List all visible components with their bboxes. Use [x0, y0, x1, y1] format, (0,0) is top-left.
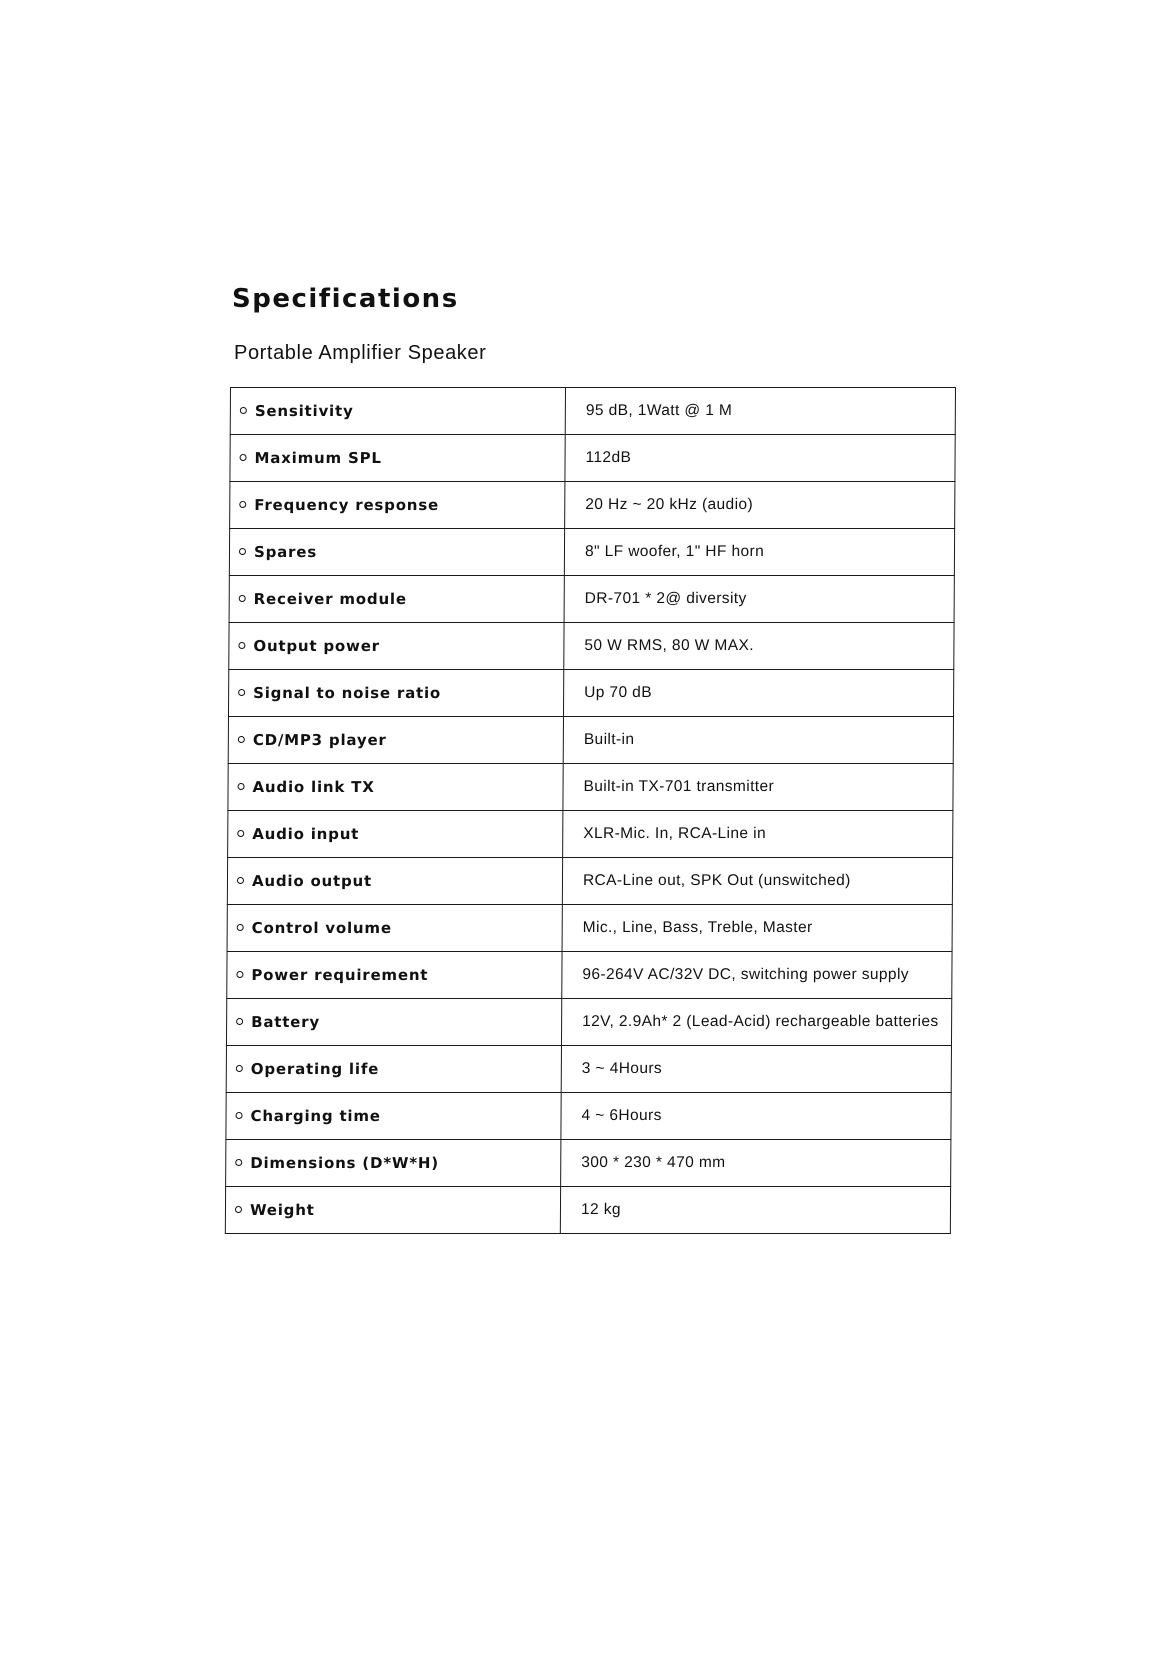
table-row	[225, 1187, 950, 1234]
spec-label-cell	[226, 1093, 561, 1140]
spec-label: Frequency response	[254, 496, 440, 514]
table-row	[228, 764, 953, 811]
spec-value: 96-264V AC/32V DC, switching power supply	[562, 952, 952, 999]
spec-label-cell	[229, 529, 564, 576]
spec-value: 20 Hz ~ 20 kHz (audio)	[565, 482, 955, 529]
spec-label-cell	[228, 717, 563, 764]
bullet-circle-icon	[238, 736, 245, 743]
spec-label-cell	[227, 858, 562, 905]
table-row	[229, 576, 954, 623]
table-row	[228, 670, 953, 717]
spec-value: 95 dB, 1Watt @ 1 M	[565, 388, 955, 435]
spec-label: Power requirement	[251, 966, 429, 984]
bullet-circle-icon	[238, 783, 245, 790]
table-row	[227, 858, 952, 905]
table-row	[228, 717, 953, 764]
spec-value: RCA-Line out, SPK Out (unswitched)	[562, 858, 952, 905]
bullet-circle-icon	[236, 1018, 243, 1025]
spec-label-cell	[226, 1140, 561, 1187]
spec-label-cell	[227, 952, 562, 999]
bullet-circle-icon	[237, 924, 244, 931]
bullet-circle-icon	[235, 1206, 242, 1213]
spec-value: Up 70 dB	[563, 670, 953, 717]
spec-label: CD/MP3 player	[252, 731, 387, 749]
spec-value: 300 * 230 * 470 mm	[561, 1140, 951, 1187]
spec-label: Dimensions (D*W*H)	[250, 1154, 439, 1172]
table-row	[230, 435, 955, 482]
spec-label-cell	[226, 999, 561, 1046]
bullet-circle-icon	[235, 1159, 242, 1166]
spec-label: Audio link TX	[252, 778, 375, 796]
spec-value: 112dB	[565, 435, 955, 482]
specifications-table	[225, 387, 956, 1234]
spec-label: Weight	[249, 1201, 315, 1219]
bullet-circle-icon	[240, 407, 247, 414]
table-row	[228, 811, 953, 858]
spec-label-cell	[230, 435, 565, 482]
table-row	[229, 529, 954, 576]
spec-label: Output power	[253, 637, 380, 655]
spec-label: Spares	[253, 543, 318, 561]
spec-label: Charging time	[250, 1107, 381, 1125]
bullet-circle-icon	[236, 971, 243, 978]
bullet-circle-icon	[238, 642, 245, 649]
spec-value: Mic., Line, Bass, Treble, Master	[562, 905, 952, 952]
bullet-circle-icon	[239, 548, 246, 555]
spec-label-cell	[227, 905, 562, 952]
spec-label: Operating life	[250, 1060, 380, 1078]
spec-label-cell	[225, 1187, 560, 1234]
spec-label-cell	[228, 670, 563, 717]
spec-value: Built-in	[563, 717, 953, 764]
spec-label-cell	[229, 623, 564, 670]
spec-label: Battery	[251, 1013, 321, 1031]
table-row	[226, 999, 951, 1046]
spec-label-cell	[230, 388, 565, 435]
spec-label-cell	[228, 811, 563, 858]
spec-value: DR-701 * 2@ diversity	[564, 576, 954, 623]
spec-label: Signal to noise ratio	[253, 684, 442, 702]
spec-label-cell	[226, 1046, 561, 1093]
table-row	[226, 1046, 951, 1093]
spec-label-cell	[229, 576, 564, 623]
table-row	[230, 482, 955, 529]
spec-value: 12 kg	[560, 1187, 950, 1234]
table-row	[227, 905, 952, 952]
spec-value: 4 ~ 6Hours	[561, 1093, 951, 1140]
table-row	[230, 388, 955, 435]
spec-value: 50 W RMS, 80 W MAX.	[564, 623, 954, 670]
table-row	[227, 952, 952, 999]
spec-label: Maximum SPL	[254, 449, 382, 467]
table-row	[226, 1140, 951, 1187]
spec-label-cell	[228, 764, 563, 811]
table-row	[226, 1093, 951, 1140]
spec-value: Built-in TX-701 transmitter	[563, 764, 953, 811]
bullet-circle-icon	[240, 454, 247, 461]
table-row	[229, 623, 954, 670]
bullet-circle-icon	[237, 877, 244, 884]
bullet-circle-icon	[236, 1065, 243, 1072]
spec-value: 3 ~ 4Hours	[561, 1046, 951, 1093]
page-title: Specifications	[232, 284, 459, 314]
spec-value: 8" LF woofer, 1" HF horn	[564, 529, 954, 576]
spec-value: XLR-Mic. In, RCA-Line in	[563, 811, 953, 858]
spec-label: Control volume	[251, 919, 392, 937]
specifications-table-body	[225, 388, 955, 1234]
spec-label: Receiver module	[253, 590, 407, 608]
spec-value: 12V, 2.9Ah* 2 (Lead-Acid) rechargeable batteries	[561, 999, 951, 1046]
spec-label: Audio output	[251, 872, 373, 890]
spec-label: Audio input	[252, 825, 360, 843]
page-subtitle: Portable Amplifier Speaker	[234, 342, 487, 364]
bullet-circle-icon	[238, 689, 245, 696]
bullet-circle-icon	[239, 501, 246, 508]
spec-label: Sensitivity	[254, 402, 354, 420]
spec-label-cell	[230, 482, 565, 529]
bullet-circle-icon	[237, 830, 244, 837]
bullet-circle-icon	[239, 595, 246, 602]
bullet-circle-icon	[236, 1112, 243, 1119]
